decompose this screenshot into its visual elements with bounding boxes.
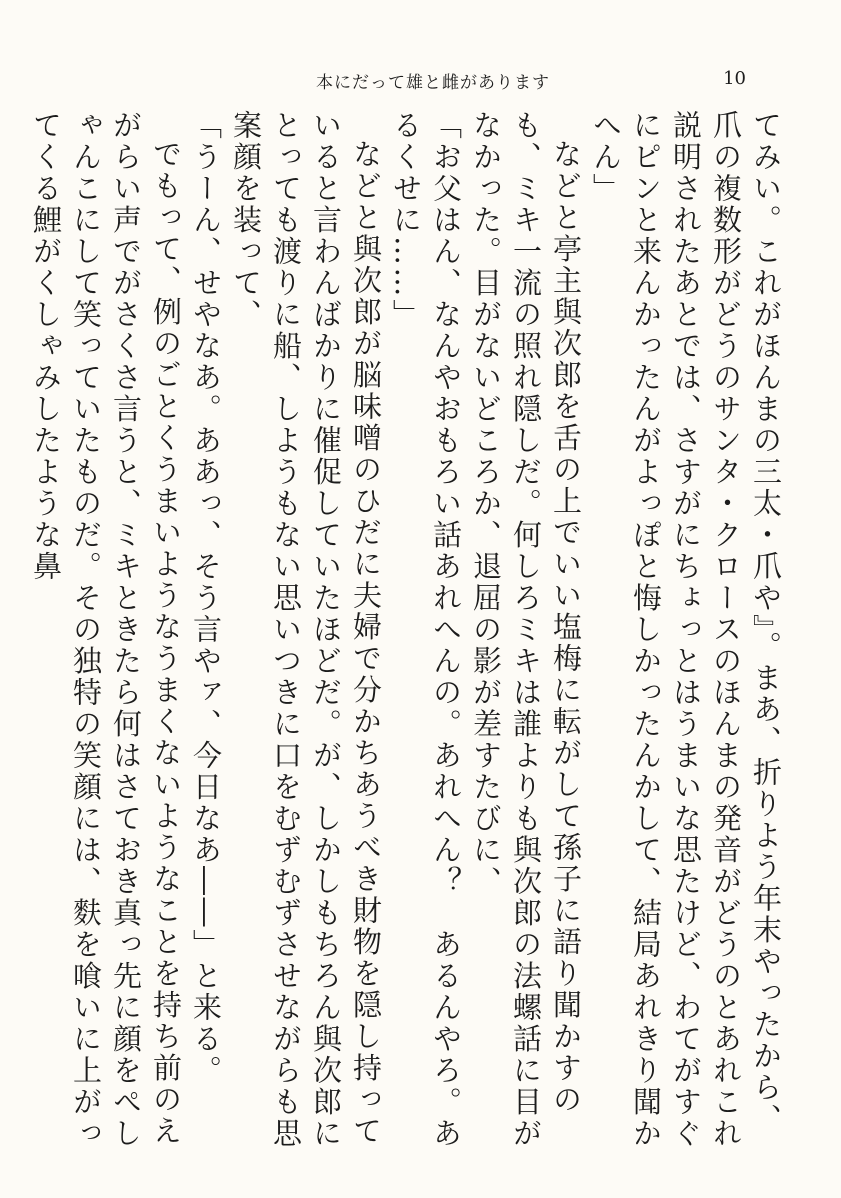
paragraph-4: などと與次郎が脳味噌のひだに夫婦で分かちあうべき財物を隠し持っていると言わんばかりに催促していたほどだ。が、しかしもちろん與次郎にとっても渡りに船、しようもない思いつきに口をむずむずさせながらも思案顔を装って、 — [229, 110, 383, 1150]
page-number: 10 — [723, 68, 746, 89]
paragraph-3: 「お父はん、なんやおもろい話あれへんの。あれへん？ あるんやろ。あるくせに……」 — [389, 110, 463, 1150]
paragraph-6: でもって、例のごとくうまいようなうまくないようなことを持ち前のえがらい声でがさくさ言うと、ミキときたら何はさておき真っ先に顔をぺしゃんこにして笑っていたものだ。その独特の笑顔には、麩を喰いに上がってくる鯉がくしゃみしたような鼻 — [29, 110, 183, 1150]
paragraph-2: などと亭主與次郎を舌の上でいい塩梅に転がして孫子に語り聞かすのも、ミキ一流の照れ隠しだ。何しろミキは誰よりも與次郎の法螺話に目がなかった。目がないどころか、退屈の影が差すたびに、 — [469, 110, 583, 1150]
running-title: 本にだって雄と雌があります — [316, 73, 550, 93]
paragraph-5: 「うーん、せやなあ。ああっ、そう言やァ、今日なあ――」と来る。 — [189, 110, 223, 1087]
body-text — [29, 110, 786, 1150]
paragraph-1: てみい。これがほんまの三太・爪や』。まあ、折りよう年末やったから、爪の複数形がどうのサンタ・クロースのほんまの発音がどうのとあれこれ説明されたあとでは、さすがにちょっとはうまいな思たけど、わてがすぐにピンと来んかったんがよっぽと悔しかったんかして、結局あれきり聞かへん」 — [589, 110, 783, 1150]
